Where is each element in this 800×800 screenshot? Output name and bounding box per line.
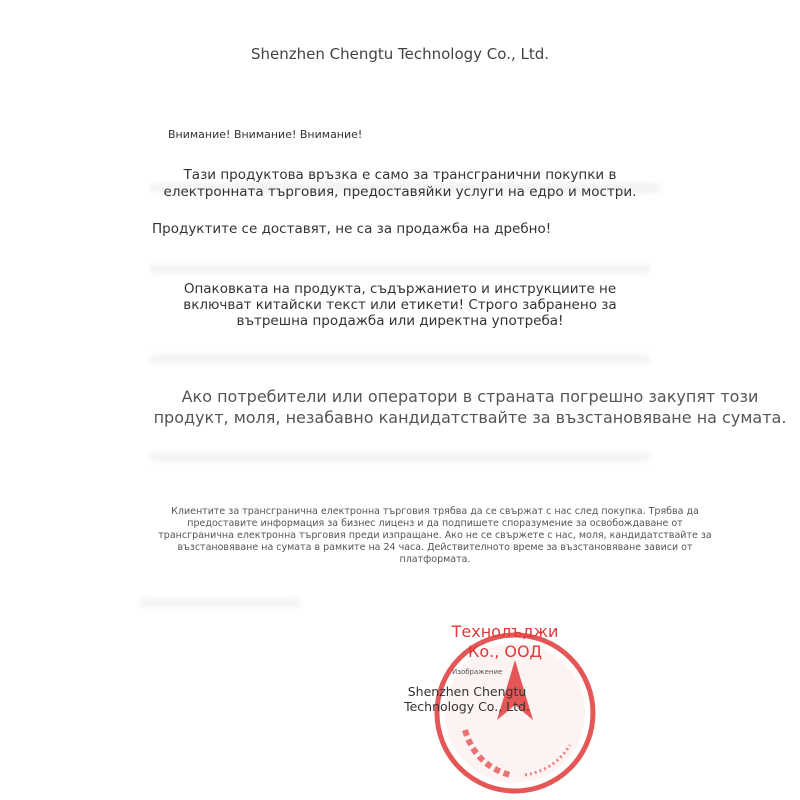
ghost-line	[150, 264, 650, 274]
company-header: Shenzhen Chengtu Technology Co., Ltd.	[250, 45, 550, 63]
notice-not-retail: Продуктите се доставят, не са за продажба на дребно!	[152, 221, 552, 237]
ghost-line	[140, 598, 300, 608]
notice-refund: Ако потребители или оператори в страната погрешно закупят този продукт, моля, незабавно кандидатствайте за възстановяване на сумата.	[153, 387, 787, 427]
stamp-title: Технолъджи Ко., ООД	[451, 622, 559, 661]
warning-text: Внимание! Внимание! Внимание!	[168, 128, 363, 141]
notice-cross-border: Тази продуктова връзка е само за трансгранични покупки в електронната търговия, предоставяйки услуги на едро и мостри.	[163, 167, 637, 200]
stamp-subtitle: Изображение	[452, 668, 503, 676]
ghost-line	[150, 452, 650, 462]
stamp-english-name: Shenzhen Chengtu Technology Co., Ltd.	[404, 684, 530, 714]
notice-packaging: Опаковката на продукта, съдържанието и инструкциите не включват китайски текст или етикети! Строго забранено за вътрешна продажба или директна употреба!	[183, 281, 617, 329]
notice-contact: Клиентите за трансгранична електронна търговия трябва да се свържат с нас след покупка. Трябва да предоставите информация за бизнес лиценз и да подпишете споразумение за освобождаване от трансгранична електронна търговия преди изпращане. Ако не се свържете с нас, моля, кандидатствайте за възстановяване на сумата в рамките на 24 часа. Действителното време за възстановяване зависи от платформата.	[158, 506, 712, 565]
ghost-line	[150, 354, 650, 364]
